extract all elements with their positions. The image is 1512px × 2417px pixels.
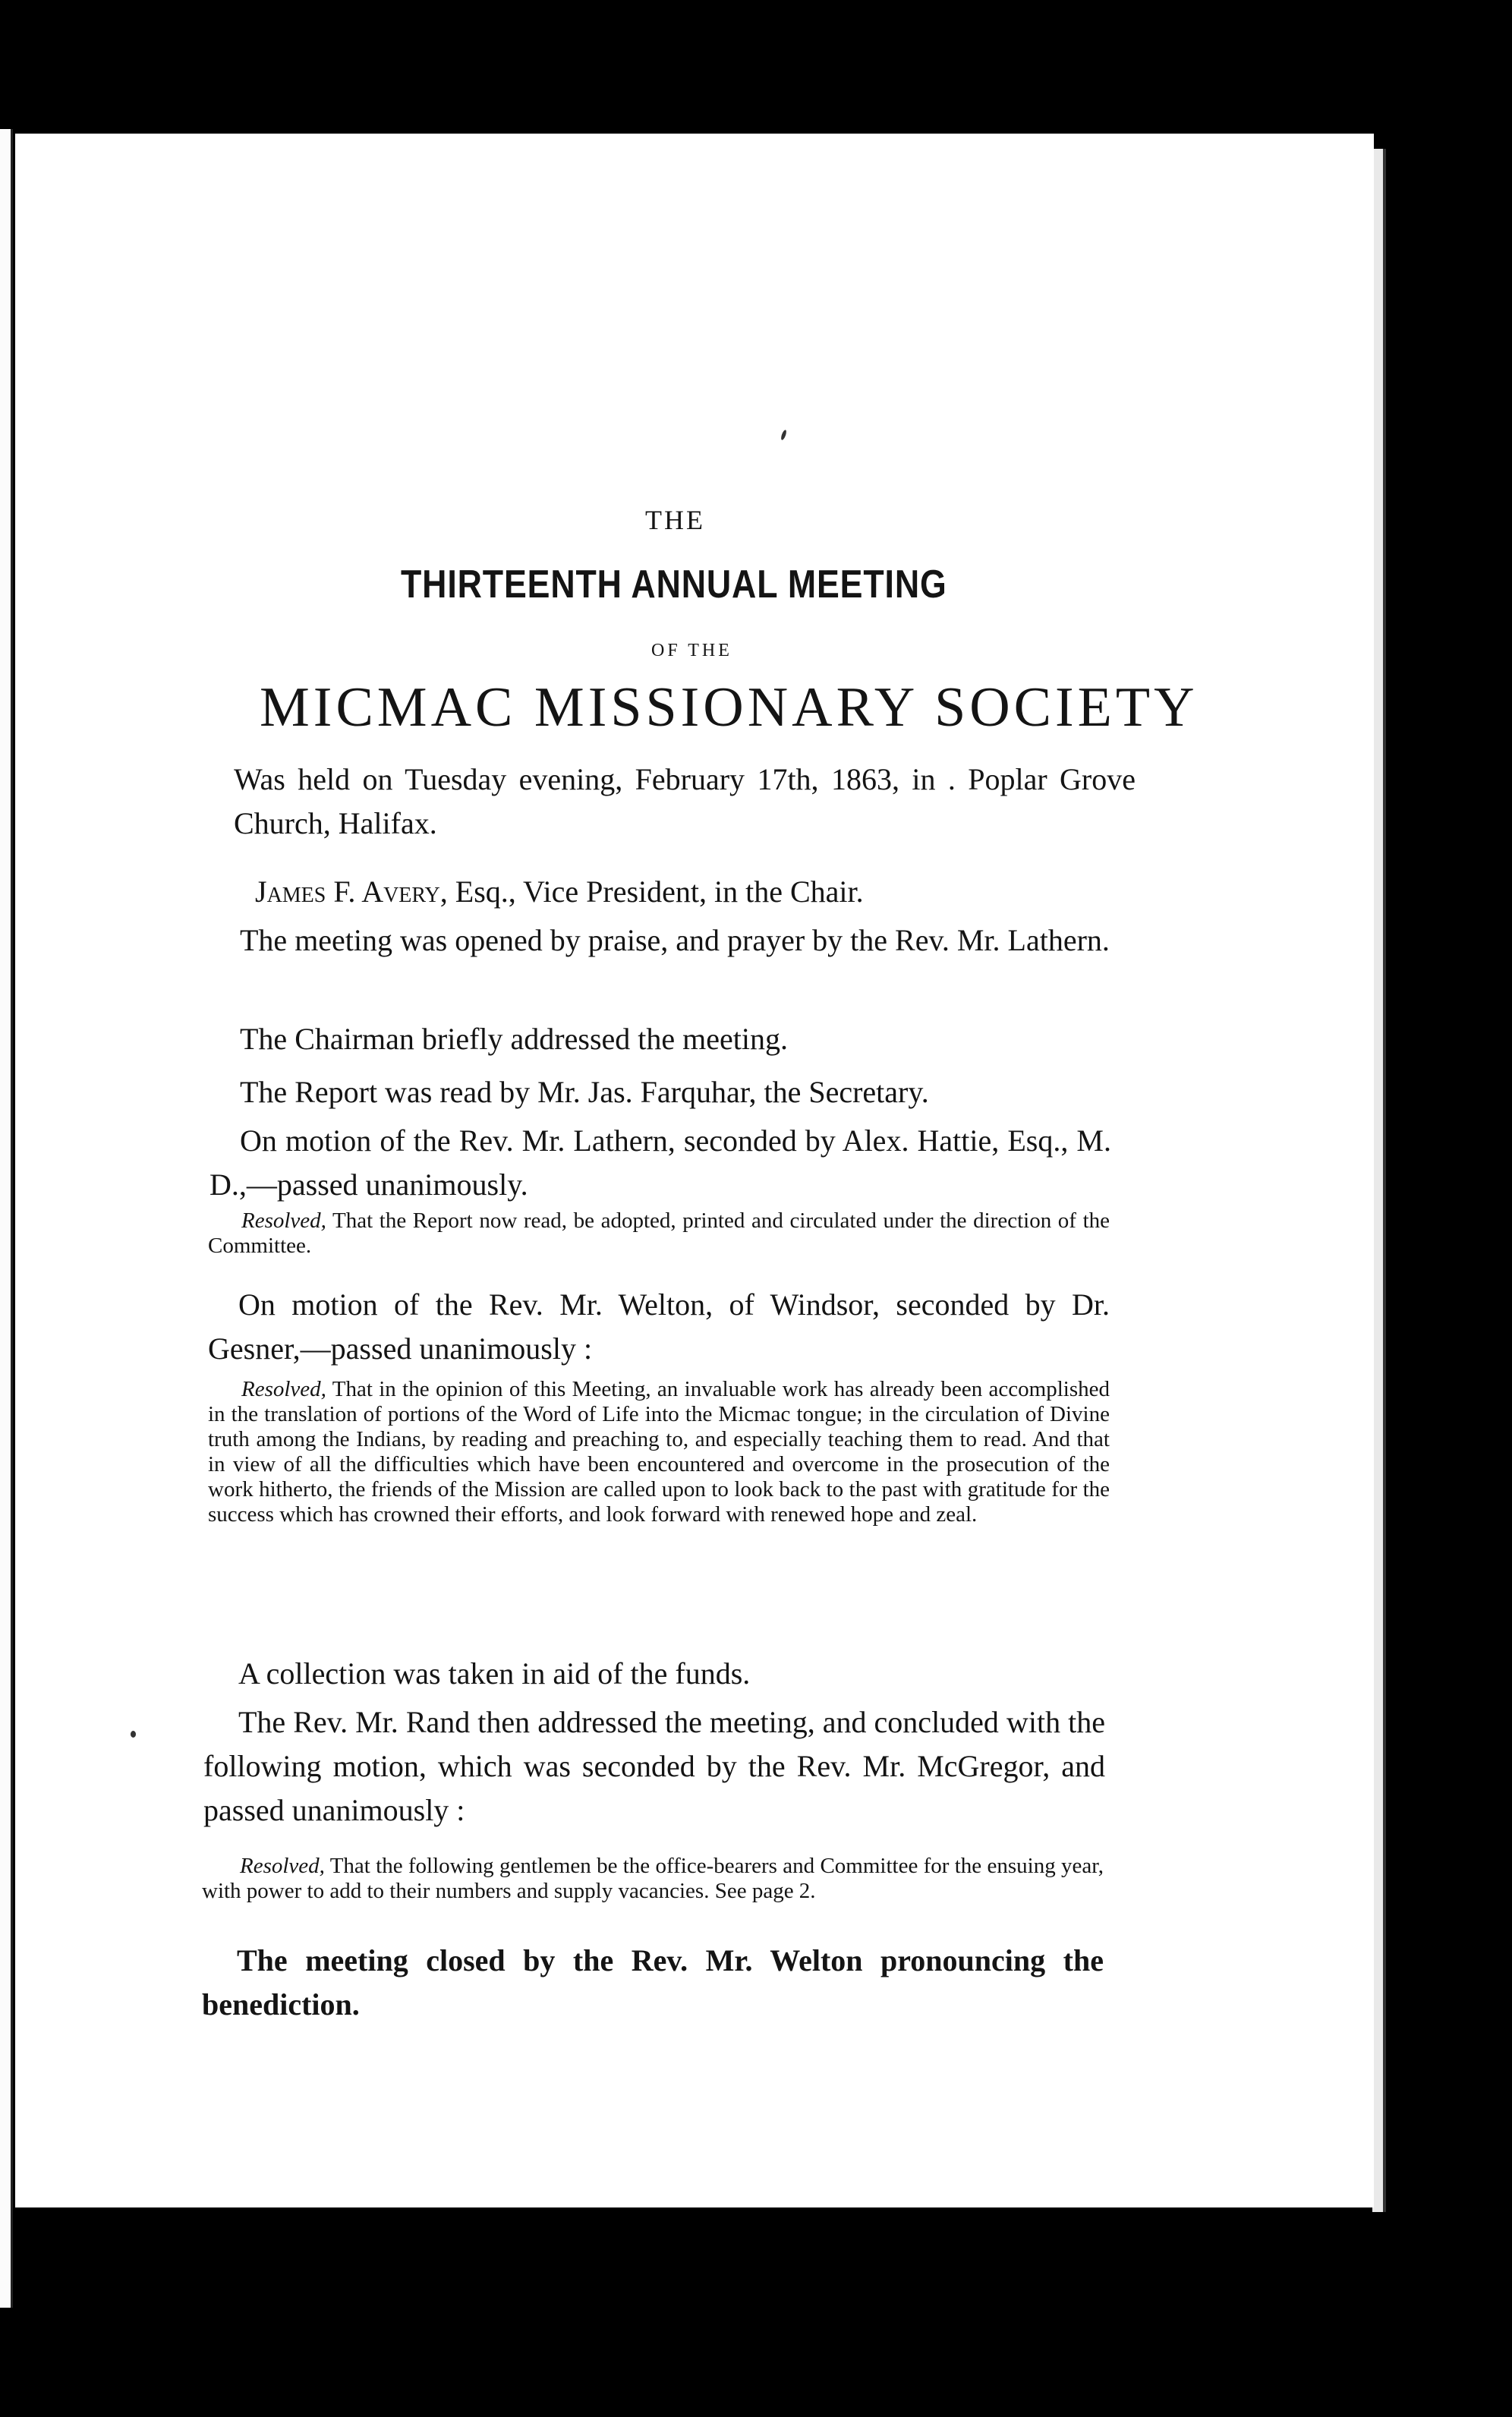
first-resolution <box>208 1208 1110 1259</box>
heading-the: THE <box>645 505 705 535</box>
ink-speck <box>780 430 787 441</box>
chair-paragraph <box>234 870 1136 914</box>
ink-speck <box>131 1731 136 1738</box>
first-resolution-text: That the Report now read, be adopted, printed and circulated under the direction of the Committee. <box>208 1208 1110 1258</box>
page-edge-shadow <box>1372 149 1386 2212</box>
resolved-word: Resolved, <box>241 1208 326 1233</box>
second-resolution <box>208 1377 1110 1527</box>
report-paragraph: The Report was read by Mr. Jas. Farquhar, the Secretary. <box>240 1075 929 1109</box>
opening-paragraph: The meeting was opened by praise, and prayer by the Rev. Mr. Lathern. <box>240 923 1110 957</box>
chair-text: , Esq., Vice President, in the Chair. <box>439 874 864 909</box>
third-resolution-text: That the following gentlemen be the office-bearers and Committee for the ensuing year, with power to add to their numbers and supply vacancies. See page 2. <box>202 1854 1104 1903</box>
resolved-word: Resolved, <box>240 1854 325 1878</box>
rand-motion-paragraph: The Rev. Mr. Rand then addressed the meeting, and concluded with the following motion, which was seconded by the Rev. Mr. McGregor, and passed unanimously : <box>203 1705 1105 1827</box>
chair-name: James F. Avery <box>255 874 440 909</box>
document-page <box>15 134 1374 2207</box>
society-name: MICMAC MISSIONARY SOCIETY <box>260 676 1199 739</box>
chairman-paragraph: The Chairman briefly addressed the meeting. <box>240 1022 788 1056</box>
collection-paragraph: A collection was taken in aid of the funds. <box>238 1656 751 1691</box>
meeting-title: THIRTEENTH ANNUAL MEETING <box>401 562 947 607</box>
meeting-held-paragraph: Was held on Tuesday evening, February 17th, 1863, in . Poplar Grove Church, Halifax. <box>234 762 1136 840</box>
third-resolution <box>202 1854 1104 1904</box>
heading-of-the: OF THE <box>651 641 732 660</box>
second-resolution-text: That in the opinion of this Meeting, an invaluable work has already been accomplished in the translation of portions of the Word of Life into the Micmac tongue; in the circulation of Divine truth among the Indians, by reading and preaching to, and especially teaching them to read. And that in view of all the difficulties which have been encountered and overcome in the prosecution of the work hitherto, the friends of the Mission are called upon to look back to the past with gratitude for the success which has crowned their efforts, and look forward with renewed hope and zeal. <box>208 1377 1110 1527</box>
resolved-word: Resolved, <box>241 1377 326 1401</box>
second-motion-paragraph: On motion of the Rev. Mr. Welton, of Windsor, seconded by Dr. Gesner,—passed unanimously : <box>208 1287 1110 1366</box>
first-motion-paragraph: On motion of the Rev. Mr. Lathern, seconded by Alex. Hattie, Esq., M. D.,—passed unanimously. <box>209 1123 1111 1202</box>
previous-page-edge <box>0 129 13 2308</box>
closing-paragraph: The meeting closed by the Rev. Mr. Welton pronouncing the benediction. <box>202 1943 1104 2022</box>
